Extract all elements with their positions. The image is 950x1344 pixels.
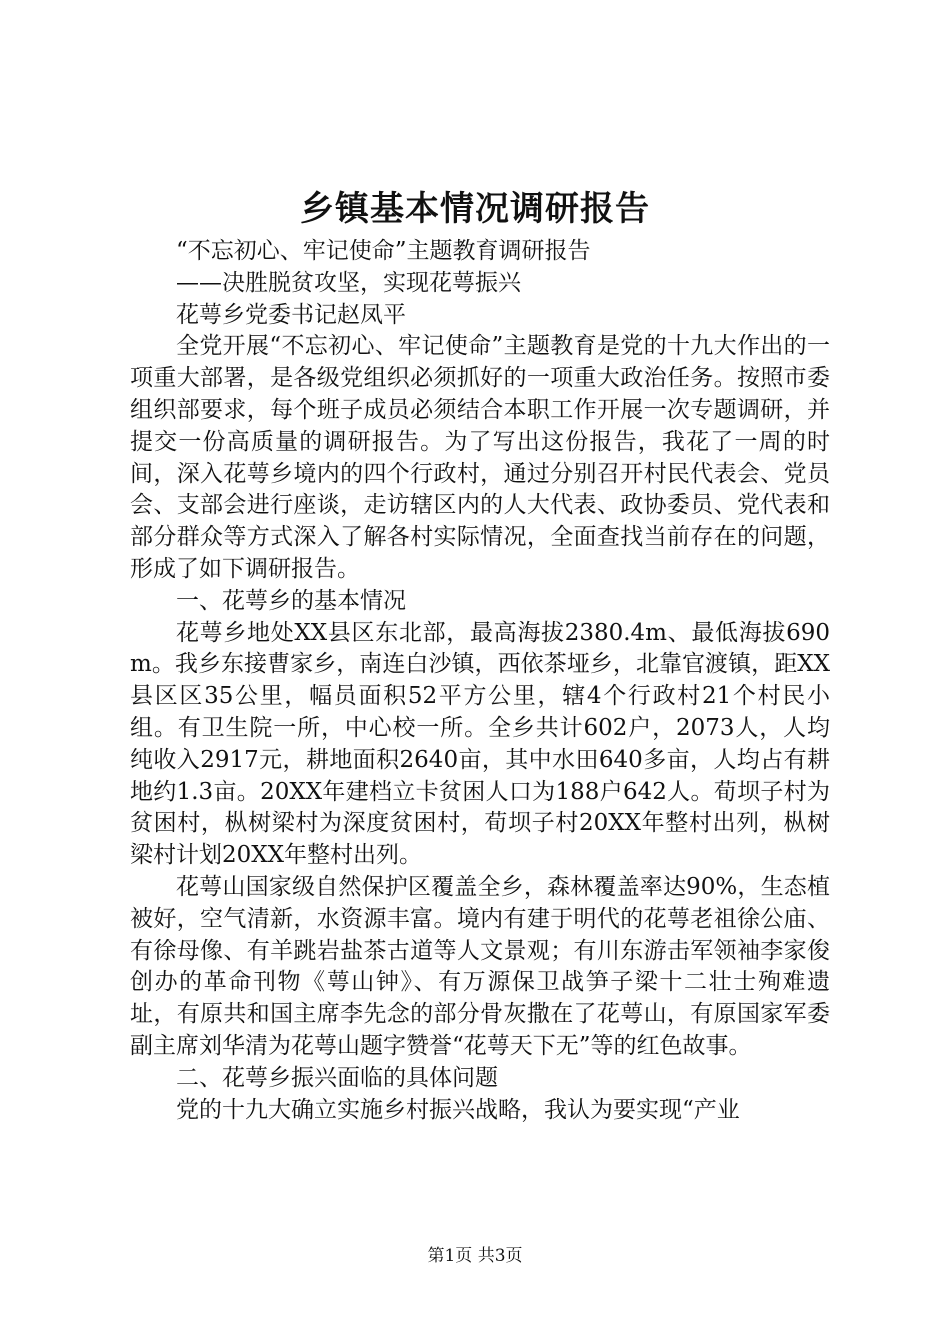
paragraph-basic-info: 花萼乡地处XX县区东北部，最高海拔2380.4m、最低海拔690m。我乡东接曹家乡，南连白沙镇，西依茶垭乡，北靠官渡镇，距XX县区区35公里，幅员面积52平方公里，辖4个行政村21个村民小组。有卫生院一所，中心校一所。全乡共计602户，2073人，人均纯收入2917元，耕地面积2640亩，其中水田640多亩，人均占有耕地约1.3亩。20XX年建档立卡贫困人口为188户642人。荀坝子村为贫困村，枞树梁村为深度贫困村，荀坝子村20XX年整村出列，枞树梁村计划20XX年整村出列。 (130, 619, 830, 869)
section-heading-1: 一、花萼乡的基本情况 (176, 587, 406, 614)
page-footer: 第1页 共3页 (427, 1246, 523, 1266)
report-slogan: ——决胜脱贫攻坚，实现花萼振兴 (176, 269, 521, 296)
document-title: 乡镇基本情况调研报告 (300, 189, 650, 229)
document-body (130, 236, 830, 1126)
report-subtitle: “不忘初心、牢记使命”主题教育调研报告 (176, 238, 591, 264)
report-author: 花萼乡党委书记赵凤平 (176, 301, 406, 328)
paragraph-intro: 全党开展“不忘初心、牢记使命”主题教育是党的十九大作出的一项重大部署，是各级党组织必须抓好的一项重大政治任务。按照市委组织部要求，每个班子成员必须结合本职工作开展一次专题调研，并提交一份高质量的调研报告。为了写出这份报告，我花了一周的时间，深入花萼乡境内的四个行政村，通过分别召开村民代表会、党员会、支部会进行座谈，走访辖区内的人大代表、政协委员、党代表和部分群众等方式深入了解各村实际情况，全面查找当前存在的问题，形成了如下调研报告。 (130, 333, 830, 582)
paragraph-problems: 党的十九大确立实施乡村振兴战略，我认为要实现“产业 (176, 1096, 740, 1123)
paragraph-nature-culture: 花萼山国家级自然保护区覆盖全乡，森林覆盖率达90%，生态植被好，空气清新，水资源丰富。境内有建于明代的花萼老祖徐公庙、有徐母像、有羊跳岩盐茶古道等人文景观；有川东游击军领袖李家俊创办的革命刊物《萼山钟》、有万源保卫战笋子梁十二壮士殉难遗址，有原共和国主席李先念的部分骨灰撒在了花萼山，有原国家军委副主席刘华清为花萼山题字赞誉“花萼天下无”等的红色故事。 (130, 873, 830, 1059)
section-heading-2: 二、花萼乡振兴面临的具体问题 (176, 1064, 498, 1091)
